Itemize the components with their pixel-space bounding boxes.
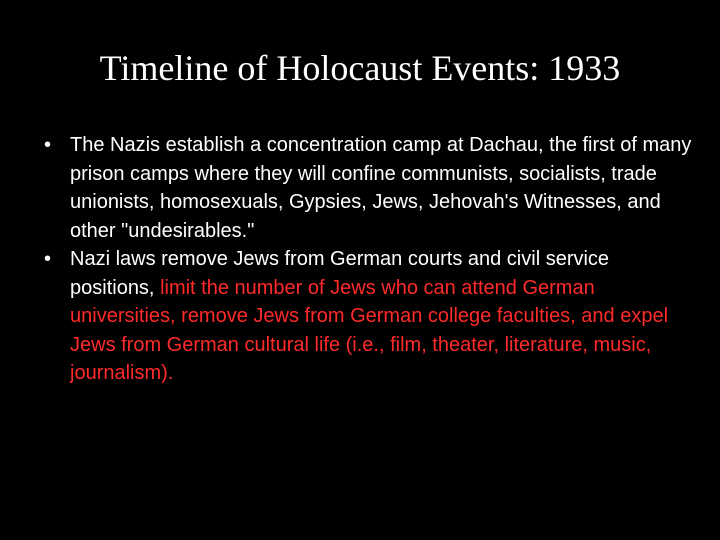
bullet-text: The Nazis establish a concentration camp at Dachau, the first of many prison camps where they will confine communists, socialists, trade unionists, homosexuals, Gypsies, Jews, Jehovah's Witnesses, and other "undesirables." — [70, 134, 692, 242]
bullet-item-dachau — [44, 131, 694, 245]
slide-title: Timeline of Holocaust Events: 1933 — [99, 48, 621, 88]
bullet-mark: • — [44, 134, 52, 156]
bullet-item-nazi-laws — [44, 245, 694, 388]
bullet-list — [44, 131, 694, 388]
bullet-mark: • — [44, 248, 52, 270]
bullet-text: Nazi laws remove Jews from German courts and civil service positions, — [70, 248, 610, 299]
bullet-highlight-text: limit the number of Jews who can attend German universities, remove Jews from German college faculties, and expel Jews from German cultural life (i.e., film, theater, literature, music, journalism). — [70, 276, 669, 384]
